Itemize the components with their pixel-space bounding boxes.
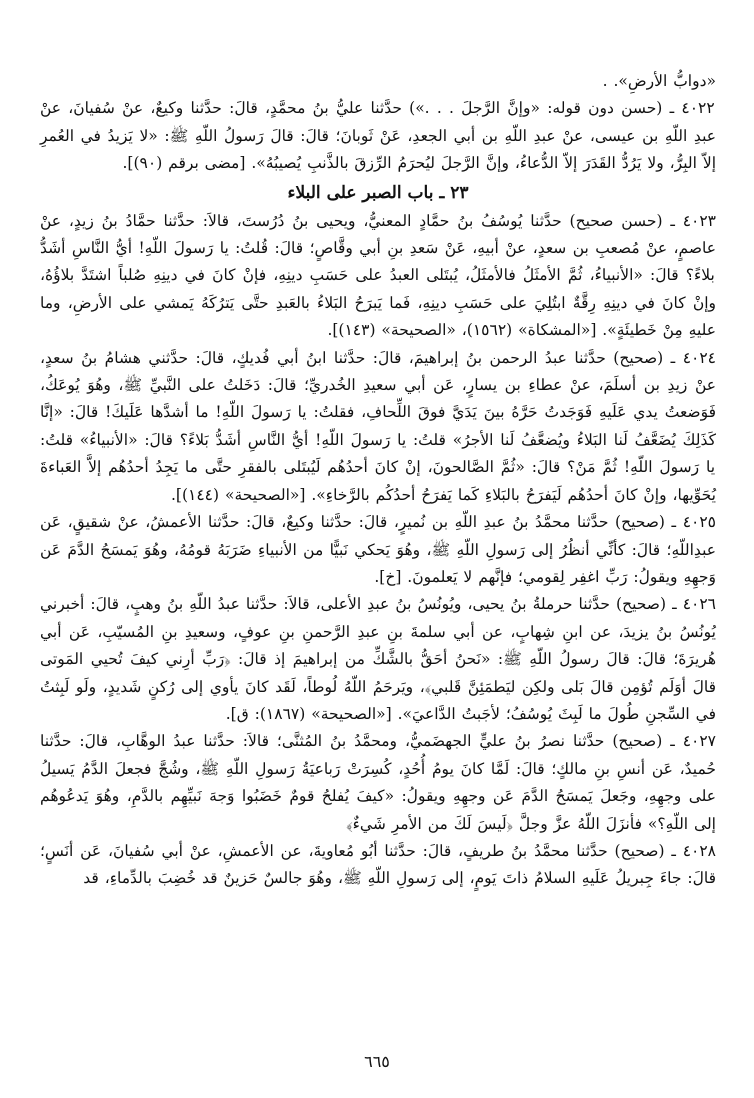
text-line: ٤٠٢٣ ـ (حسن صحيح) حدَّثنا يُوسُفُ بنُ حمَّادٍ المعنيُّ، ويحيى بنُ دُرُستَ، قالاَ: حدَّثنا حمَّادُ بنُ زيدٍ، bbox=[61, 211, 716, 230]
text-line: شقيقٍ، عَن عبدِاللّهِ؛ قالَ: كأنِّي أنظُرُ إلى رَسولِ اللّهِ ﷺ، وهُوَ يَحكي نَبيًّا من الأنبياءِ ضَرَبَهُ قومُهُ، وهُوَ يَمسَحُ bbox=[40, 513, 716, 559]
text-line: وإنْ كانَ في دينِهِ رِقَّةٌ ابتُلِيَ على حَسَبِ دينِهِ، فَما يَبرَحُ البَلاءُ بالعَبدِ حتَّى يَترُكَهُ يَمشي على الأرضِ، وما عليهِ مِنْ bbox=[40, 293, 716, 340]
chapter-heading: ٢٣ ـ باب الصبر على البلاء bbox=[287, 182, 469, 203]
text-line: ٤٠٢٦ ـ (صحيح) حدَّثنا حرملةُ بنُ يحيى، ويُونُسُ بنُ عبدِ الأعلى، قالاَ: حدَّثنا عبدُ اللّهِ بنُ وهبٍ، bbox=[119, 595, 716, 614]
hadith-4022 bbox=[40, 95, 716, 177]
text-line: المَوتى قالَ أوَلَم تُؤمِن قالَ بَلى ولكِن ليَطمَئِنَّ قَلبي﴾، ويَرحَمُ اللّهُ لُوطاً، لَقَد كانَ يأوي إلى رُكنٍ شَديدٍ، ولَو bbox=[40, 650, 716, 696]
text-line: يُحَوِّيها، وإنْ كانَ أحدُهُم لَيَفرَحُ بالبَلاءِ كَما يَفرَحُ أحدُكُم بالرَّخاءِ». [«الصحيحة» (١٤٤)]. bbox=[170, 485, 716, 504]
text-line: «دوابُّ الأرضِ». . bbox=[602, 72, 716, 90]
text-line: أشَدُّ بلاءً؟ قالَ: «الأنبياءُ، ثُمَّ الأمثَلُ فالأمثَلُ، يُبتَلى العبدُ على حَسَبِ دينِهِ، فإنْ كانَ في دينِهِ صُلباً اشتَدَّ بلاؤُهُ، bbox=[40, 239, 715, 285]
text-line: سعدٍ، عنْ زيدِ بن أسلَمَ، عنْ عطاءِ بن يسارٍ، عَن أبي سعيدِ الخُدريِّ؛ قالَ: دَخَلتُ على النَّبيِّ ﷺ، وهُوَ bbox=[40, 348, 716, 395]
page-number: ٦٦٥ bbox=[364, 1052, 390, 1071]
text-line: البِرُّ، ولا يَرُدُّ القَدَرَ إلاّ الدُّعاءُ، وإنَّ الرَّجلَ ليُحرَمُ الرِّزقَ بالذَّنبِ يُصيبُهُ». [مضى برقم (٩٠)]. bbox=[122, 154, 697, 173]
text-line: قلتُ: يا رَسولَ اللّهِ! ثُمَّ مَنْ؟ قالَ: «ثُمَّ الصَّالحونَ، إنْ كانَ أحدُهُم لَيُبتَلى بالفقرِ حتَّى ما يَجِدُ أحدُهُم إلاَّ العَباءةَ bbox=[40, 430, 716, 477]
page-body bbox=[40, 68, 716, 178]
text-line: قالَ: أخبرني يُونُسُ بنُ يزيدَ، عن ابنِ شِهابٍ، عن أبي سلمةَ بنِ عبدِ الرَّحمنِ بنِ عوفٍ، وسعيدِ بنِ المُسيّبِ، bbox=[40, 595, 716, 641]
hadith-4028 bbox=[40, 838, 716, 893]
text-line: أنَسٍ؛ قالَ: جاءَ جِبريلُ عَلَيهِ السلامُ ذاتَ يَومٍ، إلى رَسولِ اللّهِ ﷺ، وهُوَ جالسٌ حَزينٌ قد خُضِبَ بالدِّماءِ، قد bbox=[40, 841, 716, 888]
text-line: لَبِثتُ في السِّجنِ طُولَ ما لَبِثَ يُوسُفُ؛ لأجَبتُ الدَّاعيَ». [«الصحيحة» (١٨٦٧): ق]. bbox=[40, 677, 716, 723]
text-line: عنْ عاصمٍ، عنْ مُصعبِ بن سعدٍ، عنْ أبيهِ، عَنْ سَعدِ بنِ أبي وقَّاصٍ؛ قالَ: قُلتُ: يا رَسولَ اللّهِ! أيُّ النَّاسِ bbox=[40, 211, 716, 258]
text-line: يُوعَكُ، فَوَضعتُ يدي عَلَيهِ فَوَجَدتُ حَرَّهُ بينَ يَدَيَّ فوقَ اللِّحافِ، فقلتُ: يا رَسولَ اللّهِ! ما أشدَّها عَلَيكَ! قالَ: bbox=[40, 376, 716, 422]
text-line: «إنَّا كَذَلِكَ يُضَعَّفُ لَنا البَلاءُ ويُضعَّفُ لَنا الأجرُ» قلتُ: يا رَسولَ اللّهِ! أيُّ النَّاسِ أشَدُّ بَلاءً؟ قالَ: «الأنبياءُ» bbox=[40, 403, 716, 449]
text-line: الدَّمَ عَن وَجهِهِ ويقولُ: رَبِّ اغفِر لِقومي؛ فإنَّهم لا يَعلمونَ. [خ]. bbox=[40, 540, 716, 586]
text-line: ٤٠٢٢ ـ (حسن دون قوله: «وإنَّ الرَّجلَ . . .») حدَّثنا عليُّ بنُ محمَّدٍ، قالَ: حدَّثنا وكيعٌ، عنْ سُفيانَ، عنْ bbox=[40, 99, 715, 118]
hadith-4025 bbox=[40, 509, 716, 591]
hadith-4027 bbox=[40, 728, 716, 838]
text-line: يَسيلُ على وجهِهِ، وجَعلَ يَمسَحُ الدَّمَ عَن وجهِهِ ويقولُ: «كيفَ يُفلحُ قومٌ خَضَبُوا وَجهَ نَبيِّهِم بالدَّمِ، وهُوَ bbox=[40, 759, 716, 806]
text-line: ٤٠٢٥ ـ (صحيح) حدَّثنا محمَّدُ بنُ عبدِ اللّهِ بن نُميرٍ، قالَ: حدَّثنا وكيعٌ، قالَ: حدَّثنا الأعمشُ، عنْ bbox=[111, 513, 716, 532]
text-line: عبدِ اللّهِ بن عيسى، عنْ عبدِ اللّهِ بن أبي الجعدِ، عَنْ ثَوبانَ؛ قالَ: قالَ رَسولُ اللّهِ ﷺ: «لا يَزيدُ في العُمرِ إلاّ bbox=[40, 126, 716, 173]
hadith-4026 bbox=[40, 591, 716, 728]
text-line: ٤٠٢٨ ـ (صحيح) حدَّثنا محمَّدُ بنُ طريفٍ، قالَ: حدَّثنا أبُو مُعاويةَ، عن الأعمشِ، عنْ أبي سُفيانَ، عَن bbox=[73, 841, 716, 860]
text-line: ٤٠٢٤ ـ (صحيح) حدَّثنا عبدُ الرحمن بنُ إبراهيمَ، قالَ: حدَّثنا ابنُ أبي فُديكٍ، قالَ: حدَّثني هشامُ بنُ bbox=[73, 348, 716, 367]
page-body-continued bbox=[40, 208, 716, 893]
text-line: عَن أبي هُريرَةَ؛ قالَ: قالَ رسولُ اللّهِ ﷺ: «نَحنُ أحَقُّ بالشَّكِّ من إبراهيمَ إذ قالَ: ﴿رَبِّ أرِني كيفَ تُحيي bbox=[40, 622, 716, 669]
text-line: خَطيئَةٍ». [«المشكاة» (١٥٦٢)، «الصحيحة» (١٤٣)]. bbox=[327, 321, 657, 340]
text-line: يَدعُوهُم إلى اللّهِ؟» فأنزَلَ اللّهُ عزَّ وجلَّ ﴿لَيسَ لَكَ من الأمرِ شَيءٌ﴾ bbox=[40, 787, 716, 833]
hadith-4023 bbox=[40, 208, 716, 345]
hadith-4024 bbox=[40, 345, 716, 509]
text-line: ٤٠٢٧ ـ (صحيح) حدَّثنا نصرُ بنُ عليٍّ الجهضَميُّ، ومحمَّدُ بنُ المُثنَّى؛ قالاَ: حدَّثنا عبدُ الوهَّابِ، قالَ: bbox=[71, 732, 716, 751]
text-line: حدَّثنا حُميدٌ، عَن أنسِ بنِ مالكٍ؛ قالَ: لَمَّا كانَ يومُ أُحُدٍ، كُسِرَتْ رَباعيَةُ رَسولِ اللّهِ ﷺ، وشُجَّ فجعلَ الدَّمُ bbox=[40, 732, 716, 778]
